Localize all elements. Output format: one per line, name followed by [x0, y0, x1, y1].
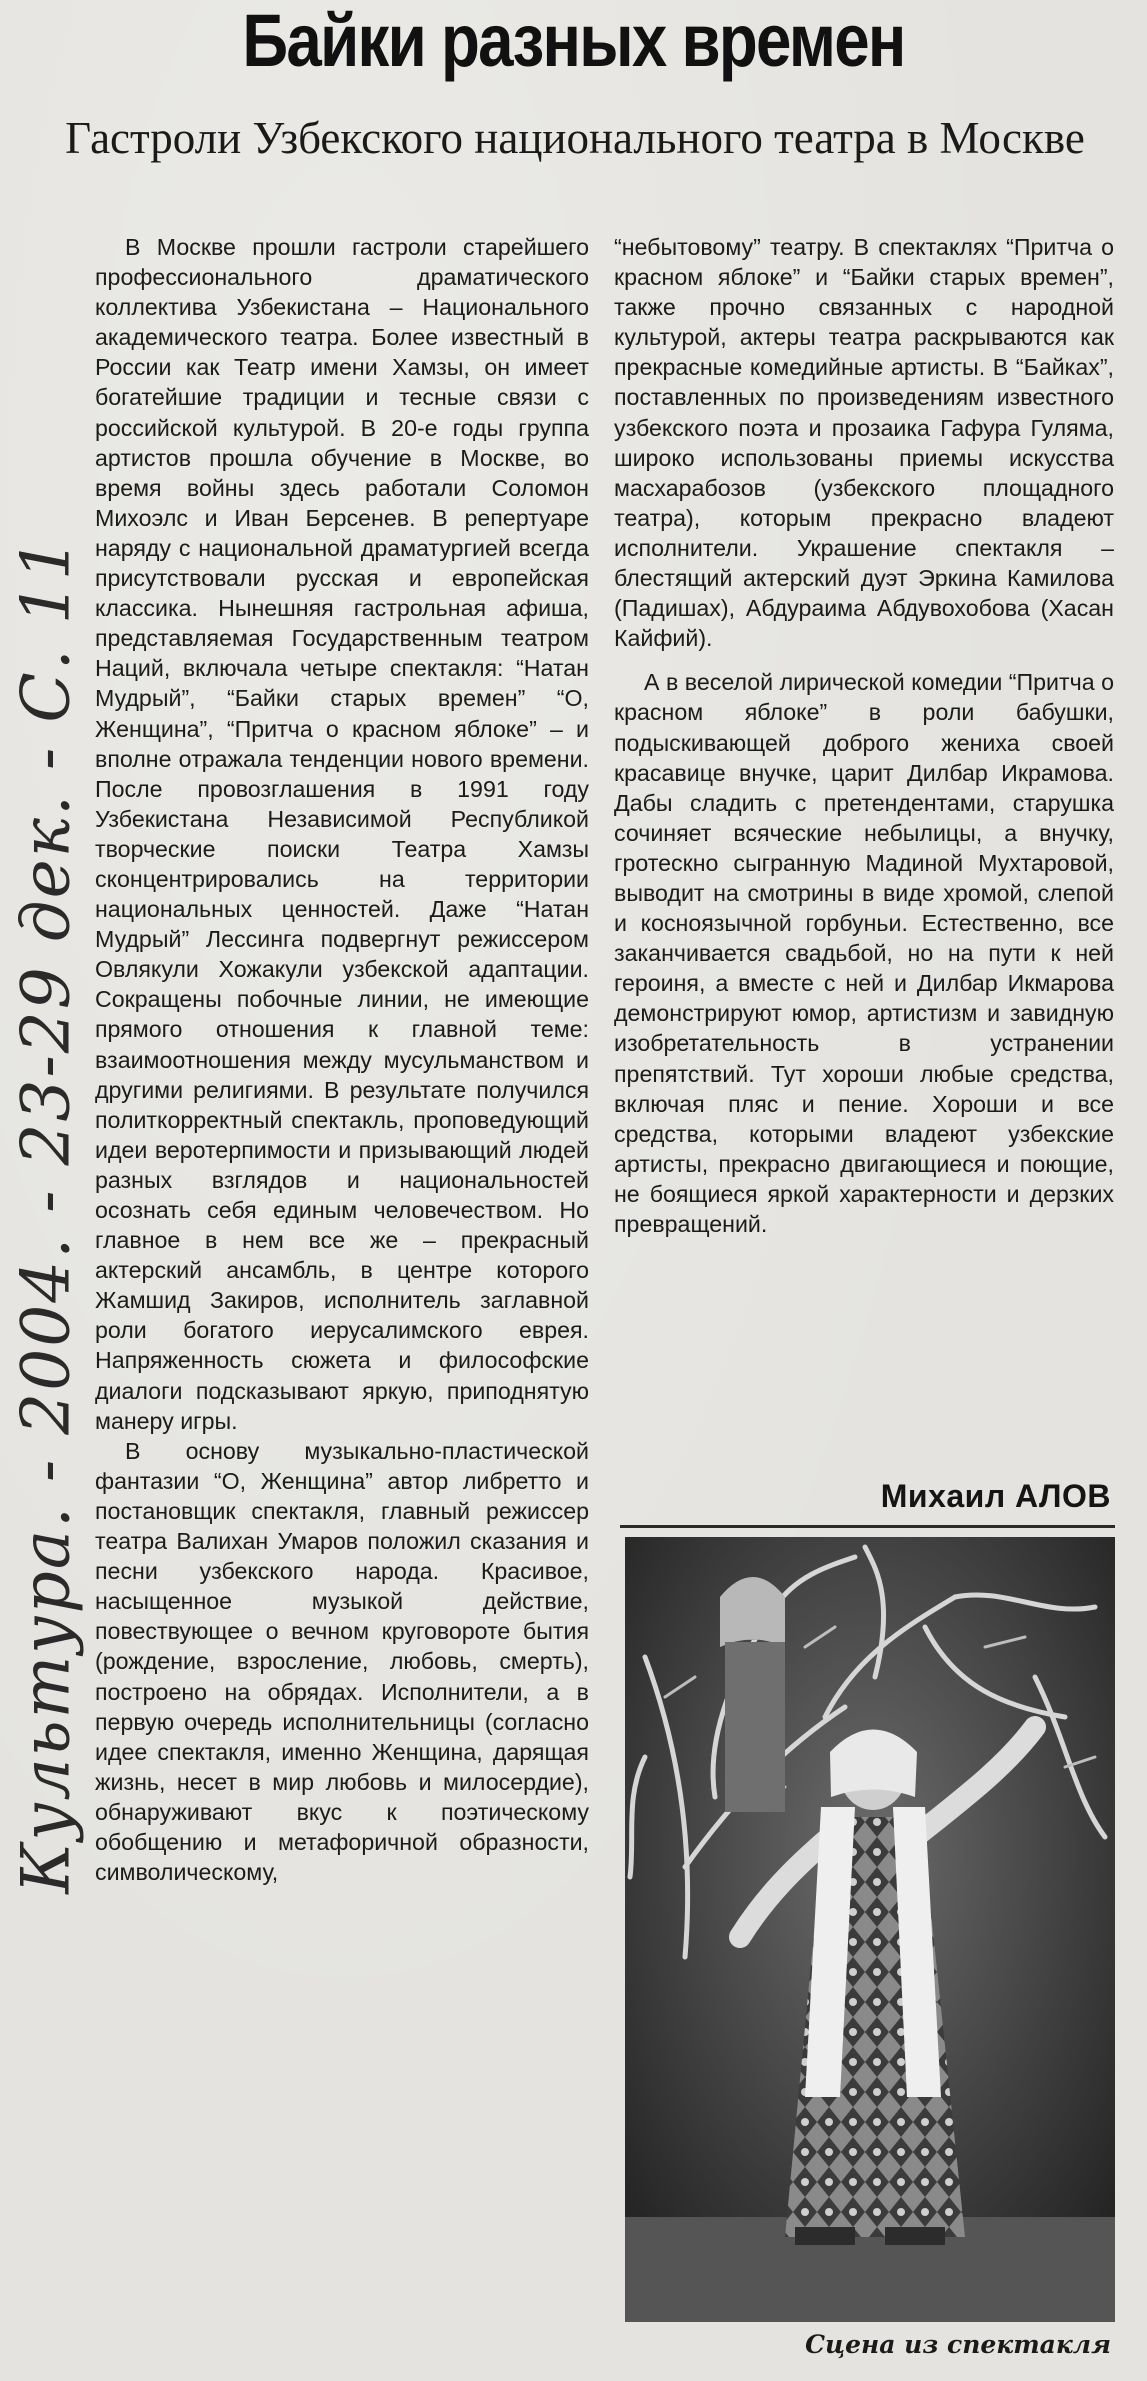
stage-photo-image: [625, 1537, 1115, 2322]
paragraph: В Москве прошли гастроли старейшего профессионального драматического коллектива Узбекистана – Национального академического театра. Более известный в России как Театр имени Хамзы, он имеет богатейшие традиции и тесные связи с российской культурой. В 20-е годы группа артистов прошла обучение в Москве, во время войны здесь работали Соломон Михоэлс и Иван Берсенев. В репертуаре наряду с национальной драматургией всегда присутствовали русская и европейская классика. Нынешняя гастрольная афиша, представляемая Государственным театром Наций, включала четыре спектакля: “Натан Мудрый”, “Байки старых времен” “О, Женщина”, “Притча о красном яблоке” – и вполне отражала тенденции нового времени. После провозглашения в 1991 году Узбекистана Независимой Республикой творческие поиски Театра Хамзы сконцентрировались на территории национальных ценностей. Даже “Натан Мудрый” Лессинга подвергнут режиссером Овлякули Хожакули узбекской адаптации. Сокращены побочные линии, не имеющие прямого отношения к главной теме: взаимоотношения между мусульманством и другими религиями. В результате получился политкорректный спектакль, проповедующий идеи веротерпимости и призывающий людей разных взглядов и национальностей осознать себя единым человечеством. Но главное в нем все же – прекрасный актерский ансамбль, в центре которого Жамшид Закиров, исполнитель заглавной роли богатого иерусалимского еврея. Напряженность сюжета и философские диалоги подсказывают яркую, приподнятую манеру игры.: [95, 234, 589, 1434]
author-divider: [620, 1525, 1115, 1528]
article-column-left: [95, 232, 589, 1887]
stage-photo: [625, 1537, 1115, 2322]
article-column-right: [614, 232, 1114, 1239]
margin-note-text: Культура. - 2004. - 23-29 дек. - С. 11: [7, 536, 85, 1894]
paragraph: А в веселой лирической комедии “Притча о красном яблоке” в роли бабушки, подыскивающей доброго жениха своей красавице внучке, царит Дилбар Икрамова. Дабы сладить с претендентами, старушка сочиняет всяческие небылицы, а внучку, гротескно сыгранную Мадиной Мухтаровой, выводит на смотрины в виде хромой, слепой и косноязычной горбуньи. Естественно, все заканчивается свадьбой, но на пути к ней героиня, а вместе с ней и Дилбар Икмарова демонстрируют юмор, артистизм и завидную изобретательность в устранении препятствий. Тут хороши любые средства, включая пляс и пение. Хороши и все средства, которыми владеют узбекские артисты, прекрасно двигающиеся и поющие, не боящиеся яркой характерности и дерзких превращений.: [614, 669, 1114, 1237]
article-headline: Байки разных времен: [242, 0, 905, 82]
article-subheadline: Гастроли Узбекского национального театра в Москве: [65, 113, 1085, 163]
handwritten-margin-note: [6, 235, 86, 2195]
paragraph: “небытовому” театру. В спектаклях “Притча о красном яблоке” и “Байки старых времен”, также прочно связанных с народной культурой, актеры театра раскрываются как прекрасные комедийные артисты. В “Байках”, поставленных по произведениям известного узбекского поэта и прозаика Гафура Гуляма, широко использованы приемы искусства масхарабозов (узбекского площадного театра), которым прекрасно владеют исполнители. Украшение спектакля – блестящий актерский дуэт Эркина Камилова (Падишах), Абдураима Абдувохобова (Хасан Кайфий).: [614, 234, 1114, 652]
article-author: Михаил АЛОВ: [880, 1478, 1111, 1514]
paragraph: В основу музыкально-пластической фантазии “О, Женщина” автор либретто и постановщик спектакля, главный режиссер театра Валихан Умаров положил сказания и песни узбекского народа. Красивое, насыщенное музыкой действие, повествующее о вечном круговороте бытия (рождение, взросление, любовь, смерть), построено на обрядах. Исполнители, а в первую очередь исполнительницы (согласно идее спектакля, именно Женщина, дарящая жизнь, несет в мир любовь и милосердие), обнаруживают вкус к поэтическому обобщению и метафоричной образности, символическому,: [95, 1437, 589, 1886]
photo-caption: Сцена из спектакля: [805, 2330, 1111, 2359]
